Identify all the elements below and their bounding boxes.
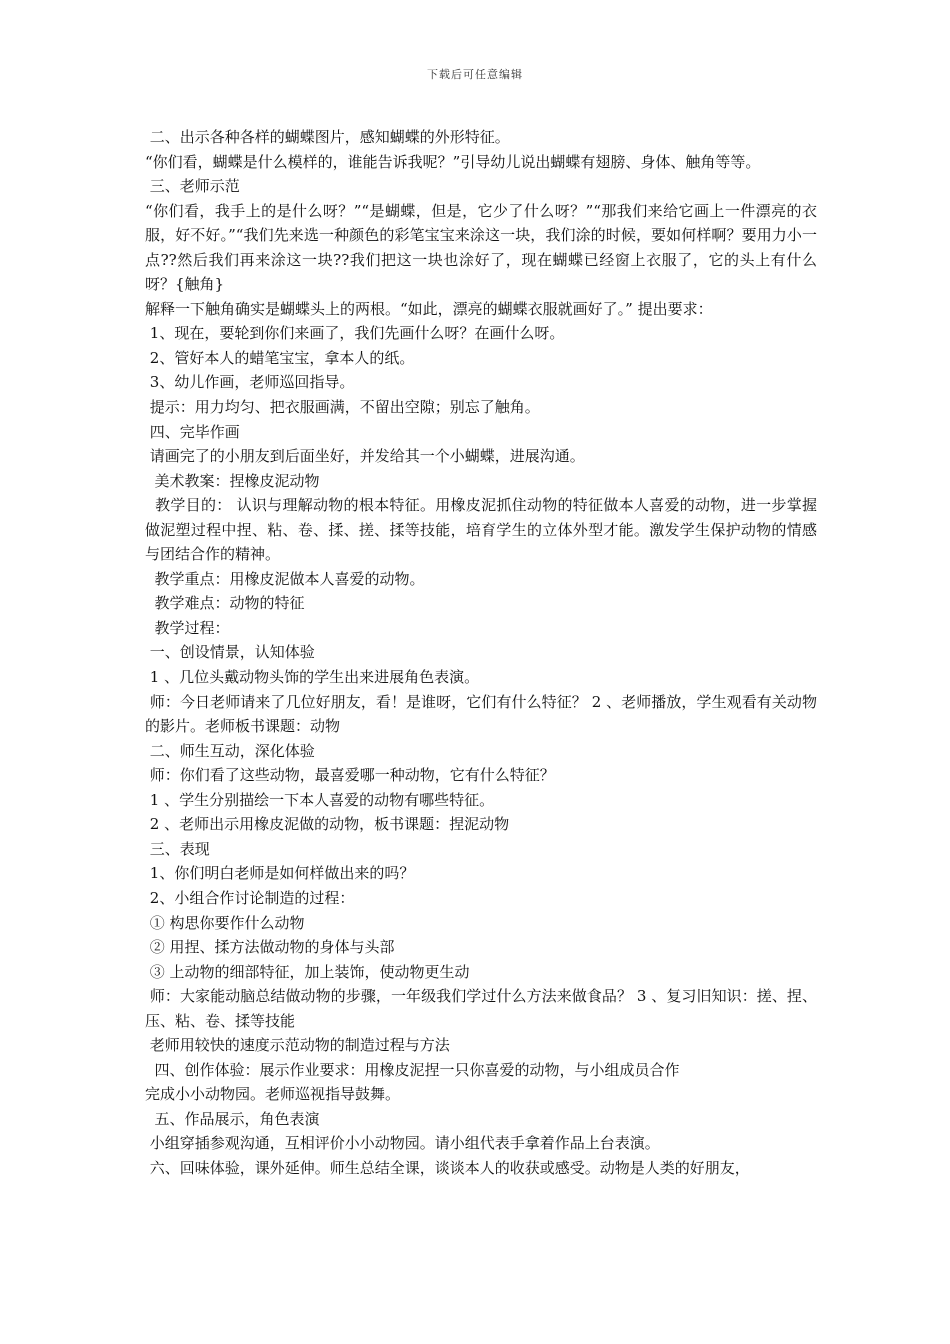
paragraph: 请画完了的小朋友到后面坐好，并发给其一个小蝴蝶，进展沟通。 — [145, 447, 585, 466]
paragraph: 六、回味体验，课外延伸。师生总结全课，谈谈本人的收获或感受。动物是人类的好朋友， — [145, 1158, 750, 1177]
paragraph: 1、你们明白老师是如何样做出来的吗？ — [145, 864, 415, 883]
paragraph: 一、创设情景，认知体验 — [145, 643, 315, 662]
paragraph: 教学重点：用橡皮泥做本人喜爱的动物。 — [145, 569, 425, 588]
paragraph: 师：大家能动脑总结做动物的步骤，一年级我们学过什么方法来做食品？ 3 、复习旧知识：搓、捏、压、粘、卷、揉等技能 — [145, 987, 817, 1030]
paragraph: 1、现在，要轮到你们来画了，我们先画什么呀？在画什么呀。 — [145, 324, 565, 343]
paragraph: 完成小小动物园。老师巡视指导鼓舞。 — [145, 1085, 401, 1104]
paragraph: 师：你们看了这些动物，最喜爱哪一种动物，它有什么特征？ — [145, 766, 555, 785]
paragraph: 3、幼儿作画，老师巡回指导。 — [145, 373, 355, 392]
paragraph: “你们看，我手上的是什么呀？”“是蝴蝶，但是，它少了什么呀？”“那我们来给它画上一件漂亮的衣服，好不好。”“我们先来选一种颜色的彩笔宝宝来涂这一块，我们涂的时候，要如何样啊？要用力小一点??然后我们再来涂这一块??我们把这一块也涂好了，现在蝴蝶已经窗上衣服了，它的头上有什么呀？{触角} — [145, 201, 817, 294]
paragraph: 2 、老师出示用橡皮泥做的动物，板书课题：捏泥动物 — [145, 815, 510, 834]
paragraph: 三、老师示范 — [145, 177, 240, 196]
paragraph: ③ 上动物的细部特征，加上装饰，使动物更生动 — [145, 962, 470, 981]
document-body — [145, 125, 817, 1181]
paragraph: 五、作品展示，角色表演 — [145, 1109, 320, 1128]
paragraph: 提示：用力均匀、把衣服画满，不留出空隙；别忘了触角。 — [145, 398, 540, 417]
paragraph: 美术教案：捏橡皮泥动物 — [145, 471, 320, 490]
paragraph: 教学目的： 认识与理解动物的根本特征。用橡皮泥抓住动物的特征做本人喜爱的动物，进一步掌握做泥塑过程中捏、粘、卷、揉、搓、揉等技能，培育学生的立体外型才能。激发学生保护动物的情感与团结合作的精神。 — [145, 496, 817, 564]
paragraph: 二、师生互动，深化体验 — [145, 741, 315, 760]
paragraph: 教学过程： — [145, 618, 230, 637]
paragraph: 2、小组合作讨论制造的过程： — [145, 888, 355, 907]
page-header-note: 下载后可任意编辑 — [427, 68, 523, 81]
paragraph: 二、出示各种各样的蝴蝶图片，感知蝴蝶的外形特征。 — [145, 128, 510, 146]
paragraph: 四、创作体验：展示作业要求：用橡皮泥捏一只你喜爱的动物，与小组成员合作 — [145, 1060, 680, 1079]
paragraph: 师：今日老师请来了几位好朋友，看！是谁呀，它们有什么特征？ 2 、老师播放，学生观看有关动物的影片。老师板书课题：动物 — [145, 692, 817, 736]
paragraph: 教学难点：动物的特征 — [145, 594, 305, 613]
paragraph: 四、完毕作画 — [145, 422, 240, 441]
paragraph: ① 构思你要作什么动物 — [145, 913, 305, 932]
paragraph: ② 用捏、揉方法做动物的身体与头部 — [145, 938, 395, 957]
paragraph: 小组穿插参观沟通，互相评价小小动物园。请小组代表手拿着作品上台表演。 — [145, 1134, 660, 1153]
paragraph: 1 、几位头戴动物头饰的学生出来进展角色表演。 — [145, 668, 480, 687]
paragraph: 2、管好本人的蜡笔宝宝，拿本人的纸。 — [145, 348, 415, 367]
paragraph: 1 、学生分别描绘一下本人喜爱的动物有哪些特征。 — [145, 790, 495, 809]
paragraph: 三、表现 — [145, 839, 210, 858]
paragraph: “你们看，蝴蝶是什么模样的，谁能告诉我呢？”引导幼儿说出蝴蝶有翅膀、身体、触角等等。 — [145, 152, 761, 171]
paragraph: 解释一下触角确实是蝴蝶头上的两根。“如此，漂亮的蝴蝶衣服就画好了。” 提出要求： — [145, 299, 713, 318]
paragraph: 老师用较快的速度示范动物的制造过程与方法 — [145, 1036, 450, 1055]
